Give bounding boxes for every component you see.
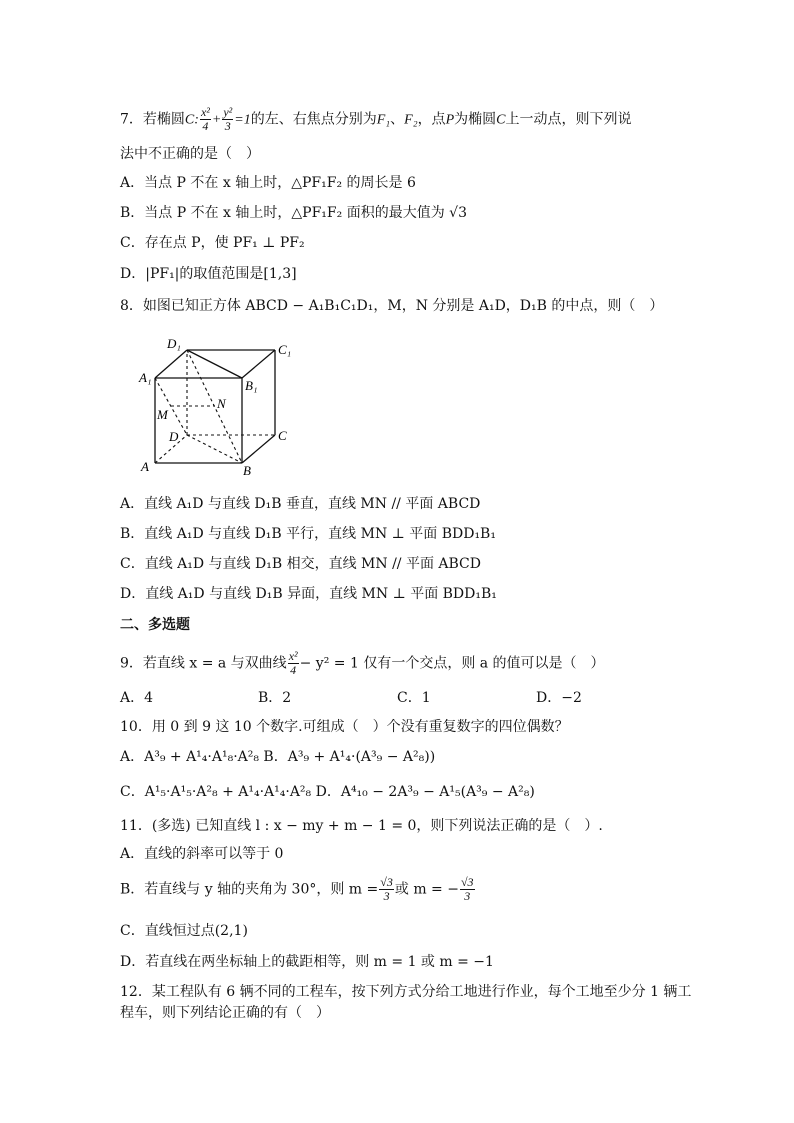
q7-option-b: B．当点 P 不在 x 轴上时，△PF₁F₂ 面积的最大值为 √3 xyxy=(120,205,467,221)
q7-frac-y-den: 3 xyxy=(224,119,231,133)
q7-sep: 、 xyxy=(390,111,405,128)
label-m: M xyxy=(157,407,168,422)
q9-stem-post: − y² = 1 仅有一个交点，则 a 的值可以是（ ） xyxy=(299,655,605,672)
label-n: N xyxy=(217,396,226,411)
q9-option-a: A．4 xyxy=(120,690,154,706)
edge-a1-d1 xyxy=(155,350,187,378)
q7-stem-post2: ，点 xyxy=(417,111,446,128)
q7-option-a: A．当点 P 不在 x 轴上时，△PF₁F₂ 的周长是 6 xyxy=(120,175,416,191)
q7-stem-post1: 的左、右焦点分别为 xyxy=(250,111,377,128)
q7-stem-pre: 若椭圆 xyxy=(142,111,185,128)
q7-f2: F₂ xyxy=(404,112,418,128)
q9-stem xyxy=(120,650,605,677)
q7-stem-line1 xyxy=(120,106,631,133)
q9-option-b: B．2 xyxy=(258,690,292,706)
q7-c2: C xyxy=(496,112,506,128)
q7-frac-y xyxy=(222,106,233,133)
q11-frac-1 xyxy=(379,876,394,903)
q7-number: 7． xyxy=(120,111,143,128)
q9-option-c: C．1 xyxy=(397,690,431,706)
q11-option-b-mid: 或 m = − xyxy=(394,881,459,898)
q7-frac-x-num: x² xyxy=(200,105,210,119)
label-d: D xyxy=(169,429,179,444)
diag-d-b xyxy=(187,435,242,463)
q11-frac-2-num: √3 xyxy=(460,875,474,889)
q7-plus: + xyxy=(211,112,222,128)
q7-frac-x-den: 4 xyxy=(202,119,209,133)
q11-frac-1-num: √3 xyxy=(380,875,393,889)
q12-stem-line2: 程车，则下列结论正确的有（ ） xyxy=(120,1005,330,1021)
q11-option-a: A．直线的斜率可以等于 0 xyxy=(120,846,284,862)
edge-b-c xyxy=(242,435,275,463)
q7-ellipse-c: C xyxy=(184,112,195,128)
label-d1: D₁ xyxy=(167,336,181,351)
q8-option-d: D．直线 A₁D 与直线 D₁B 异面，直线 MN ⊥ 平面 BDD₁B₁ xyxy=(120,586,497,602)
label-b: B xyxy=(243,463,251,478)
label-c1: C₁ xyxy=(278,342,292,357)
q7-f1: F₁ xyxy=(376,112,391,128)
q11-option-b-pre: B．若直线与 y 轴的夹角为 30°，则 m = xyxy=(120,881,379,898)
q7-eq1: =1 xyxy=(234,112,251,128)
q8-stem: 8．如图已知正方体 ABCD − A₁B₁C₁D₁，M，N 分别是 A₁D，D₁B 的中点，则（ ） xyxy=(120,298,664,314)
q11-frac-2-den: 3 xyxy=(464,889,471,903)
q9-stem-pre: 9．若直线 x = a 与双曲线 xyxy=(120,655,287,672)
q7-stem-line2: 法中不正确的是（ ） xyxy=(120,146,260,162)
q8-option-b: B．直线 A₁D 与直线 D₁B 平行，直线 MN ⊥ 平面 BDD₁B₁ xyxy=(120,526,496,542)
q7-p: P xyxy=(445,112,455,128)
label-b1: B₁ xyxy=(245,378,258,393)
q11-option-c: C．直线恒过点(2,1) xyxy=(120,923,248,939)
q7-frac-x xyxy=(200,106,211,133)
q8-option-a: A．直线 A₁D 与直线 D₁B 垂直，直线 MN // 平面 ABCD xyxy=(120,496,481,512)
q10-options-cd: C．A¹₅·A¹₅·A²₈ + A¹₄·A¹₄·A²₈ D．A⁴₁₀ − 2A³₉ − A¹₅(A³₉ − A²₈) xyxy=(120,784,535,800)
q8-option-c: C．直线 A₁D 与直线 D₁B 相交，直线 MN // 平面 ABCD xyxy=(120,556,481,572)
q10-options-ab: A．A³₉ + A¹₄·A¹₈·A²₈ B．A³₉ + A¹₄·(A³₉ − A²₈)) xyxy=(120,749,436,765)
q9-frac-num: x² xyxy=(288,649,298,663)
edge-d1-b1 xyxy=(187,350,242,378)
q7-colon: : xyxy=(194,112,199,128)
q9-frac-den: 4 xyxy=(290,663,297,677)
q10-stem: 10．用 0 到 9 这 10 个数字.可组成（ ）个没有重复数字的四位偶数？ xyxy=(120,719,569,735)
label-a: A xyxy=(141,459,149,474)
q11-frac-2 xyxy=(460,876,475,903)
q9-frac xyxy=(288,650,299,677)
q11-option-d: D．若直线在两坐标轴上的截距相等，则 m = 1 或 m = −1 xyxy=(120,954,494,970)
section-title-multiple-choice: 二、多选题 xyxy=(120,617,190,633)
cube-figure xyxy=(135,330,305,480)
q9-option-d: D．−2 xyxy=(536,690,582,706)
edge-b1-c1 xyxy=(242,350,275,378)
q11-stem: 11．(多选) 已知直线 l : x − my + m − 1 = 0，则下列说法正确的是（ ）. xyxy=(120,818,603,834)
q7-stem-post3: 为椭圆 xyxy=(454,111,497,128)
q7-stem-post4: 上一动点，则下列说 xyxy=(505,111,632,128)
label-a1: A₁ xyxy=(139,370,152,385)
q7-option-d: D．|PF₁|的取值范围是[1,3] xyxy=(120,266,297,282)
q11-option-b xyxy=(120,876,476,903)
label-c: C xyxy=(278,428,287,443)
q7-option-c: C．存在点 P，使 PF₁ ⊥ PF₂ xyxy=(120,235,305,251)
q7-frac-y-num: y² xyxy=(223,105,233,119)
q11-frac-1-den: 3 xyxy=(383,889,390,903)
q12-stem-line1: 12．某工程队有 6 辆不同的工程车，按下列方式分给工地进行作业，每个工地至少分 1 辆工 xyxy=(120,984,692,1000)
